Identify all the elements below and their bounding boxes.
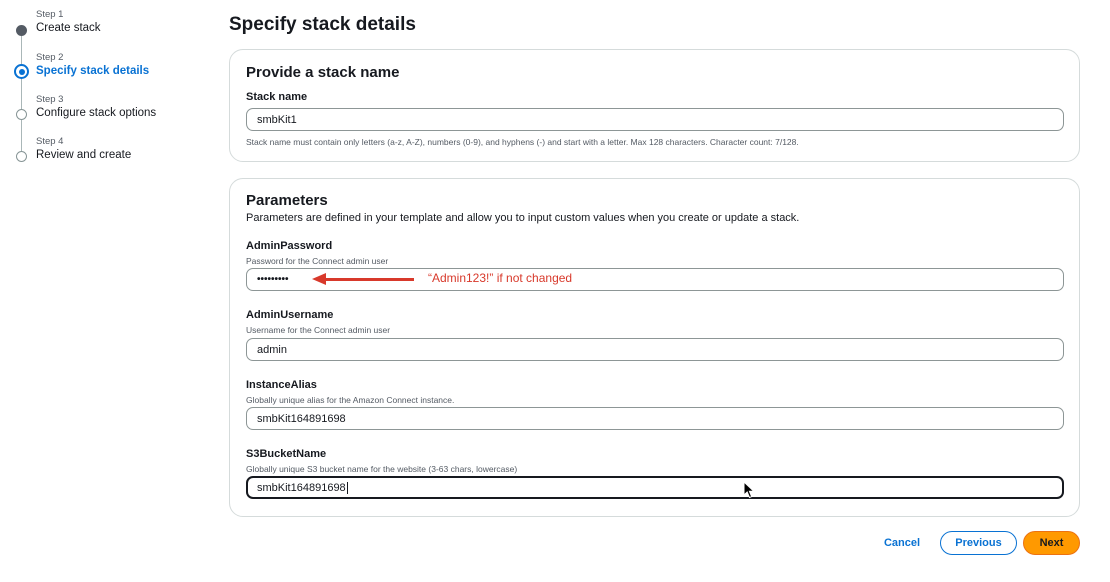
instance-alias-label: InstanceAlias bbox=[246, 379, 317, 391]
step-3 bbox=[0, 92, 200, 132]
annotation-text: “Admin123!” if not changed bbox=[428, 271, 573, 285]
admin-username-value: admin bbox=[257, 343, 287, 356]
step-label: Configure stack options bbox=[36, 107, 157, 119]
step-number: Step 3 bbox=[36, 94, 64, 105]
step-number: Step 1 bbox=[36, 9, 64, 20]
step-number: Step 2 bbox=[36, 52, 64, 63]
step-1[interactable] bbox=[0, 8, 200, 48]
stack-name-constraint: Stack name must contain only letters (a-z, A-Z), numbers (0-9), and hyphens (-) and start with a letter. Max 128 characters. Character count: 7/128. bbox=[246, 137, 799, 147]
step-pending-indicator bbox=[16, 109, 27, 120]
s3-bucket-name-label: S3BucketName bbox=[246, 448, 327, 460]
stack-name-value: smbKit1 bbox=[257, 113, 297, 126]
stack-name-label: Stack name bbox=[246, 91, 308, 103]
annotation-arrow-shaft bbox=[324, 278, 414, 281]
step-pending-indicator bbox=[16, 151, 27, 162]
stack-name-input[interactable] bbox=[246, 108, 1064, 131]
step-4 bbox=[0, 135, 200, 175]
admin-password-label: AdminPassword bbox=[246, 240, 333, 252]
previous-button[interactable]: Previous bbox=[940, 531, 1017, 555]
step-current-indicator bbox=[14, 64, 29, 79]
instance-alias-value: smbKit164891698 bbox=[257, 412, 346, 425]
cancel-button[interactable]: Cancel bbox=[877, 531, 927, 555]
step-done-indicator bbox=[16, 25, 27, 36]
step-label: Review and create bbox=[36, 149, 132, 161]
next-button[interactable]: Next bbox=[1023, 531, 1080, 555]
mouse-cursor-icon bbox=[743, 481, 755, 499]
panel-title: Provide a stack name bbox=[246, 64, 400, 81]
stack-name-panel bbox=[229, 49, 1080, 162]
panel-title: Parameters bbox=[246, 192, 328, 209]
step-label: Specify stack details bbox=[36, 65, 150, 77]
instance-alias-input[interactable] bbox=[246, 407, 1064, 430]
instance-alias-description: Globally unique alias for the Amazon Connect instance. bbox=[246, 395, 455, 405]
password-annotation bbox=[312, 271, 602, 287]
parameters-panel bbox=[229, 178, 1080, 517]
admin-username-description: Username for the Connect admin user bbox=[246, 325, 391, 335]
admin-password-value: ••••••••• bbox=[257, 274, 289, 285]
s3-bucket-name-value: smbKit164891698 bbox=[257, 481, 346, 494]
page-title: Specify stack details bbox=[229, 14, 416, 35]
step-number: Step 4 bbox=[36, 136, 64, 147]
step-2 bbox=[0, 50, 200, 90]
admin-password-description: Password for the Connect admin user bbox=[246, 256, 389, 266]
s3-bucket-name-input[interactable] bbox=[246, 476, 1064, 499]
text-caret bbox=[347, 482, 348, 494]
panel-description: Parameters are defined in your template and allow you to input custom values when you create or update a stack. bbox=[246, 212, 800, 224]
step-label: Create stack bbox=[36, 22, 101, 34]
s3-bucket-name-description: Globally unique S3 bucket name for the website (3-63 chars, lowercase) bbox=[246, 464, 518, 474]
admin-username-label: AdminUsername bbox=[246, 309, 334, 321]
admin-username-input[interactable] bbox=[246, 338, 1064, 361]
